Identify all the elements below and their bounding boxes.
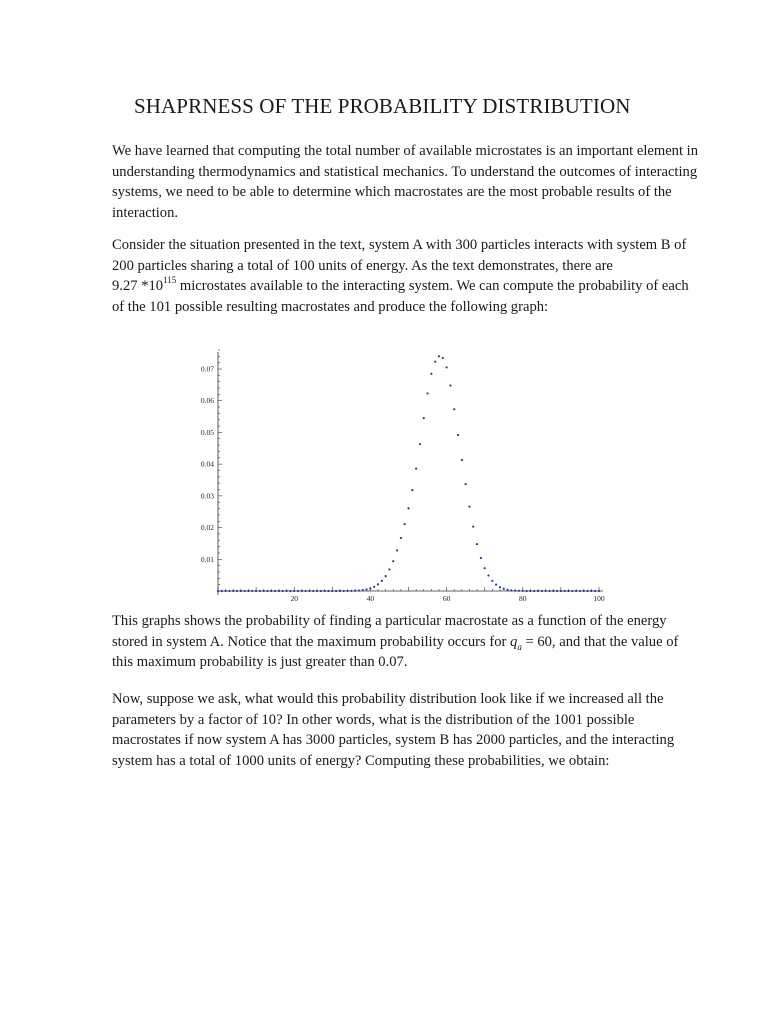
data-point: [358, 589, 360, 591]
data-point: [282, 590, 284, 592]
data-point: [491, 580, 493, 582]
data-point: [499, 586, 501, 588]
data-point: [510, 589, 512, 591]
data-point: [251, 590, 253, 592]
paragraph-graph-explanation: [112, 611, 702, 673]
x-tick-label: 40: [366, 594, 375, 603]
data-point: [225, 590, 227, 592]
data-point: [430, 373, 432, 375]
data-point: [365, 588, 367, 590]
data-point: [270, 590, 272, 592]
data-point: [472, 526, 474, 528]
data-point: [263, 590, 265, 592]
data-point: [392, 560, 394, 562]
y-tick-label: 0.04: [200, 459, 214, 469]
paragraph-setup-text: Consider the situation presented in the text, system A with 300 particles interacts with system B of 200 particles sharing a total of 100 units of energy. As the text demonstrates, there are: [112, 237, 687, 274]
data-point: [354, 590, 356, 592]
data-point: [289, 590, 291, 592]
data-point: [221, 590, 223, 592]
data-point: [476, 543, 478, 545]
data-point: [598, 590, 600, 592]
microstate-exponent: 115: [163, 275, 177, 286]
data-point: [369, 587, 371, 589]
data-point: [506, 589, 508, 591]
data-point: [343, 590, 345, 592]
paragraph-setup-text-cont: microstates available to the interacting system. We can compute the probability of each of the 101 possible resulting macrostates and produce the following graph:: [112, 278, 689, 315]
data-point: [583, 590, 585, 592]
data-point: [442, 357, 444, 359]
data-point: [377, 583, 379, 585]
data-point: [461, 459, 463, 461]
data-point: [465, 483, 467, 485]
data-point: [297, 590, 299, 592]
data-point: [434, 361, 436, 363]
page-title: SHAPRNESS OF THE PROBABILITY DISTRIBUTION: [134, 94, 631, 118]
data-point: [453, 408, 455, 410]
data-point: [529, 590, 531, 592]
data-point: [480, 557, 482, 559]
data-point: [324, 590, 326, 592]
data-point: [556, 590, 558, 592]
data-point: [305, 590, 307, 592]
data-point: [503, 588, 505, 590]
microstate-count: 9.27 *10: [112, 278, 164, 294]
data-point: [236, 590, 238, 592]
data-point: [232, 590, 234, 592]
data-point: [278, 590, 280, 592]
data-point: [548, 590, 550, 592]
data-point: [247, 590, 249, 592]
data-point: [228, 590, 230, 592]
data-point: [567, 590, 569, 592]
data-point: [240, 590, 242, 592]
data-point: [415, 467, 417, 469]
data-point: [327, 590, 329, 592]
data-point: [339, 590, 341, 592]
data-point: [400, 537, 402, 539]
data-point: [255, 590, 257, 592]
data-point: [362, 589, 364, 591]
data-point: [266, 590, 268, 592]
data-point: [373, 586, 375, 588]
data-point: [552, 590, 554, 592]
data-point: [293, 590, 295, 592]
data-point: [411, 489, 413, 491]
data-point: [312, 590, 314, 592]
data-point: [308, 590, 310, 592]
data-point: [526, 590, 528, 592]
y-tick-label: 0.07: [200, 364, 214, 374]
data-point: [468, 506, 470, 508]
data-point: [274, 590, 276, 592]
y-tick-label: 0.01: [200, 554, 214, 564]
data-point: [396, 549, 398, 551]
data-point: [423, 417, 425, 419]
x-tick-label: 60: [442, 594, 451, 603]
y-tick-label: 0.02: [200, 523, 214, 533]
data-point: [560, 590, 562, 592]
data-point: [217, 590, 219, 592]
data-point: [514, 590, 516, 592]
data-point: [484, 567, 486, 569]
data-point: [541, 590, 543, 592]
data-point: [586, 590, 588, 592]
data-point: [571, 590, 573, 592]
data-point: [285, 590, 287, 592]
data-point: [346, 590, 348, 592]
y-tick-label: 0.05: [200, 427, 214, 437]
data-point: [407, 507, 409, 509]
data-point: [594, 590, 596, 592]
data-point: [590, 590, 592, 592]
x-tick-label: 20: [290, 594, 298, 603]
data-point: [575, 590, 577, 592]
data-point: [522, 590, 524, 592]
data-point: [438, 355, 440, 357]
variable-q-subscript: a: [517, 641, 522, 652]
data-point: [518, 590, 520, 592]
paragraph-intro: We have learned that computing the total number of available microstates is an important element in understanding thermodynamics and statistical mechanics. To understand the outcomes of interacting systems, we need to be able to determine which macrostates are the most probable results of the interaction.: [112, 143, 699, 221]
data-point: [350, 590, 352, 592]
data-point: [388, 568, 390, 570]
data-point: [419, 443, 421, 445]
graph-explanation-text: This graphs shows the probability of finding a particular macrostate as a function of the energy stored in system A. Notice that the maximum probability occurs for: [112, 613, 667, 650]
x-tick-label: 100: [593, 594, 605, 603]
data-point: [381, 580, 383, 582]
variable-q: q: [510, 633, 518, 650]
y-tick-label: 0.03: [200, 491, 214, 501]
data-point: [457, 434, 459, 436]
data-point: [545, 590, 547, 592]
data-point: [335, 590, 337, 592]
y-tick-label: 0.06: [200, 396, 214, 406]
data-point: [404, 523, 406, 525]
data-point: [316, 590, 318, 592]
data-point: [301, 590, 303, 592]
data-point: [244, 590, 246, 592]
data-point: [579, 590, 581, 592]
data-point: [495, 584, 497, 586]
data-point: [331, 590, 333, 592]
data-point: [449, 384, 451, 386]
graph-explanation-text-cont: = 60, and that the value of this maximum probability is just greater than 0.07.: [112, 633, 679, 670]
paragraph-scaled-question: Now, suppose we ask, what would this probability distribution look like if we increased all the parameters by a factor of 10? In other words, what is the distribution of the 1001 possible macrostates if now system A has 3000 particles, system B has 2000 particles, and the interacting system has a total of 1000 units of energy? Computing these probabilities, we obtain:: [112, 691, 675, 769]
data-point: [259, 590, 261, 592]
x-tick-label: 80: [519, 594, 527, 603]
data-point: [320, 590, 322, 592]
data-point: [487, 574, 489, 576]
data-point: [385, 575, 387, 577]
data-point: [533, 590, 535, 592]
data-point: [537, 590, 539, 592]
data-point: [564, 590, 566, 592]
data-point: [426, 392, 428, 394]
data-point: [446, 366, 448, 368]
